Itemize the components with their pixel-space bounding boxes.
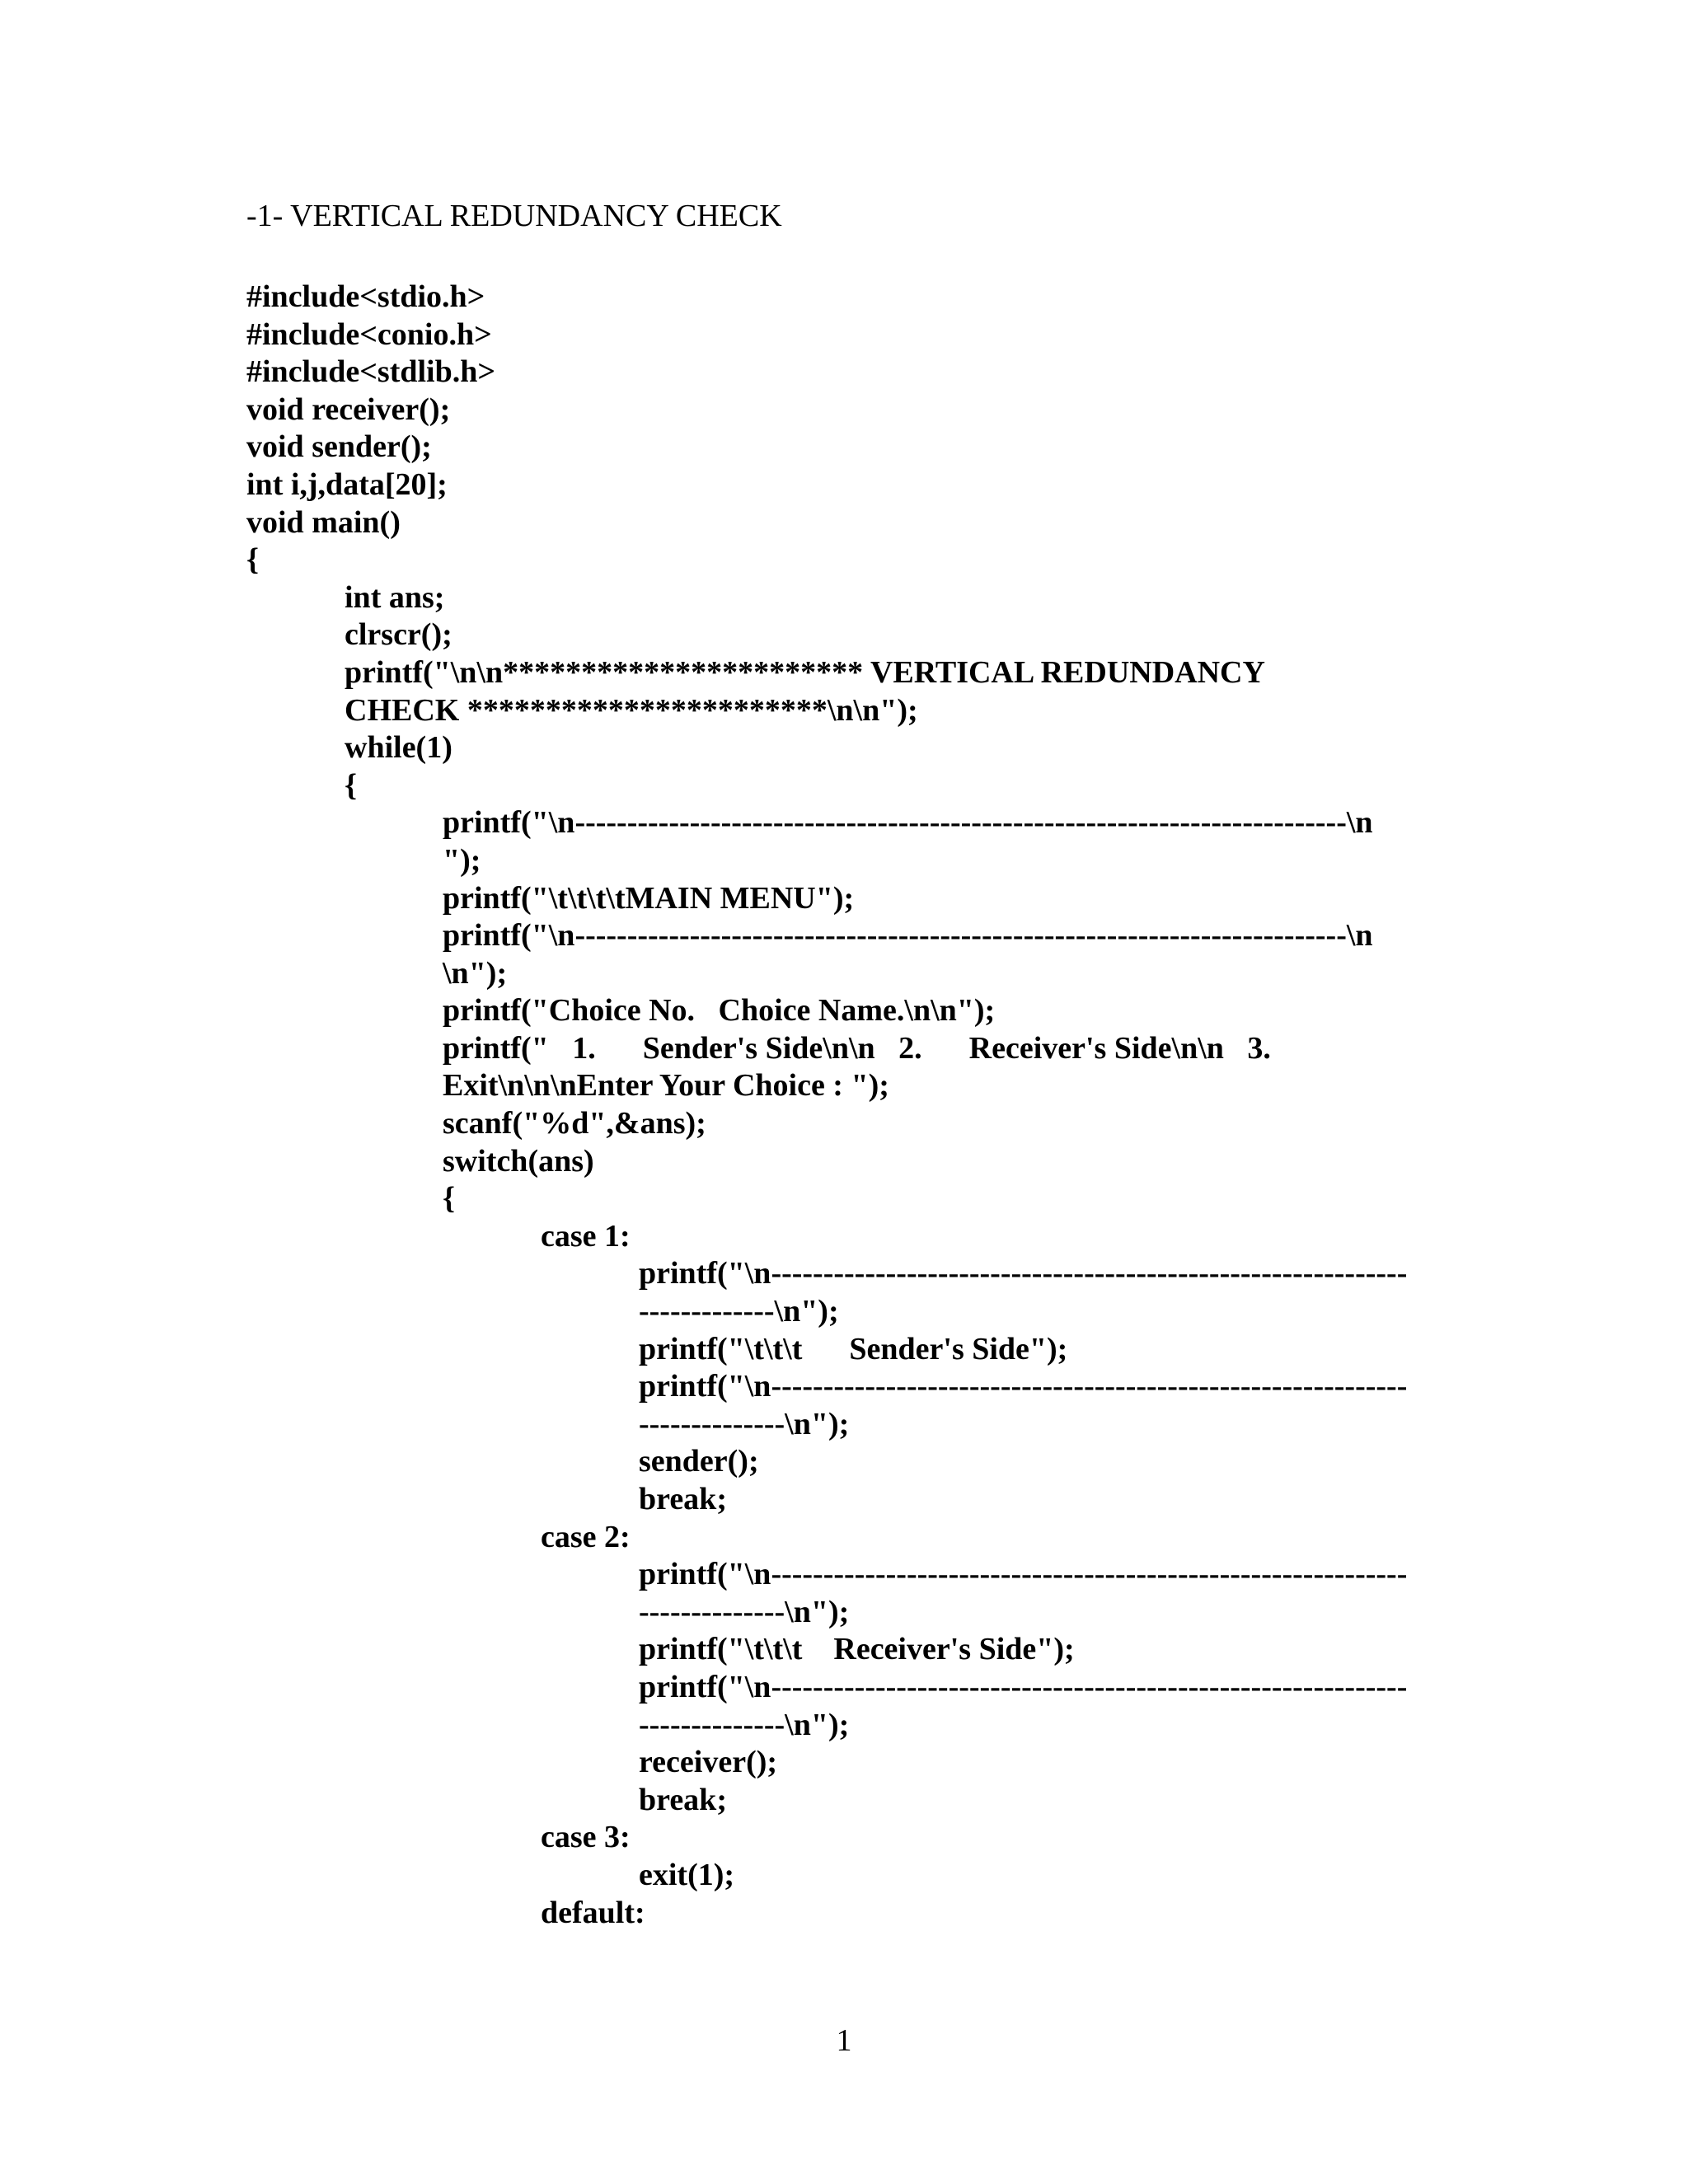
code-line: case 2: bbox=[541, 1519, 631, 1554]
code-line: sender(); bbox=[639, 1444, 759, 1479]
code-line: case 1: bbox=[541, 1218, 631, 1254]
code-line: { bbox=[443, 1181, 455, 1216]
code-line: printf("\t\t\t Receiver's Side"); bbox=[639, 1632, 1075, 1667]
code-line: break; bbox=[639, 1482, 727, 1516]
code-line: "); bbox=[443, 842, 481, 878]
code-line: -------------\n"); bbox=[639, 1294, 839, 1329]
code-line: void receiver(); bbox=[246, 391, 451, 427]
code-line: CHECK ***********************\n\n"); bbox=[345, 692, 918, 728]
code-line: printf("\t\t\t Sender's Side"); bbox=[639, 1331, 1068, 1366]
code-line: printf("\n------------------------------------------------------------- bbox=[639, 1369, 1408, 1404]
code-line: int ans; bbox=[345, 579, 445, 615]
code-line: printf("\n------------------------------------------------------------- bbox=[639, 1256, 1408, 1291]
code-line: clrscr(); bbox=[345, 617, 452, 653]
code-line: #include<stdio.h> bbox=[246, 279, 485, 314]
code-line: --------------\n"); bbox=[639, 1406, 850, 1441]
code-line: printf("\n--------------------------------------------------------------------------\n bbox=[443, 918, 1373, 954]
code-line: case 3: bbox=[541, 1820, 631, 1855]
code-line: receiver(); bbox=[639, 1745, 778, 1780]
code-line: break; bbox=[639, 1782, 727, 1817]
code-line: default: bbox=[541, 1895, 645, 1930]
page-number: 1 bbox=[836, 2023, 852, 2058]
code-line: void main() bbox=[246, 504, 401, 540]
code-line: exit(1); bbox=[639, 1857, 735, 1892]
code-line: #include<conio.h> bbox=[246, 316, 492, 352]
code-line: #include<stdlib.h> bbox=[246, 354, 496, 390]
code-line: --------------\n"); bbox=[639, 1594, 850, 1629]
code-line: void sender(); bbox=[246, 429, 432, 465]
code-line: while(1) bbox=[345, 730, 452, 766]
code-line: { bbox=[345, 767, 357, 803]
code-line: printf(" 1. Sender's Side\n\n 2. Receiver's Side\n\n 3. bbox=[443, 1030, 1271, 1066]
section-heading: -1- VERTICAL REDUNDANCY CHECK bbox=[246, 199, 782, 233]
code-line: printf("\n------------------------------------------------------------- bbox=[639, 1669, 1408, 1704]
code-line: int i,j,data[20]; bbox=[246, 466, 448, 502]
code-line: scanf("%d",&ans); bbox=[443, 1106, 706, 1141]
code-line: \n"); bbox=[443, 955, 508, 991]
code-line: printf("\n------------------------------------------------------------- bbox=[639, 1557, 1408, 1592]
code-line: printf("\n\n*********************** VERTICAL REDUNDANCY bbox=[345, 654, 1265, 690]
code-line: printf("\t\t\t\tMAIN MENU"); bbox=[443, 880, 855, 916]
code-line: printf("Choice No. Choice Name.\n\n"); bbox=[443, 993, 996, 1029]
code-line: switch(ans) bbox=[443, 1143, 594, 1179]
code-listing bbox=[246, 279, 1450, 1932]
code-line: --------------\n"); bbox=[639, 1707, 850, 1742]
code-line: printf("\n--------------------------------------------------------------------------\n bbox=[443, 805, 1373, 841]
code-line: { bbox=[246, 542, 259, 578]
code-line: Exit\n\n\nEnter Your Choice : "); bbox=[443, 1068, 889, 1104]
